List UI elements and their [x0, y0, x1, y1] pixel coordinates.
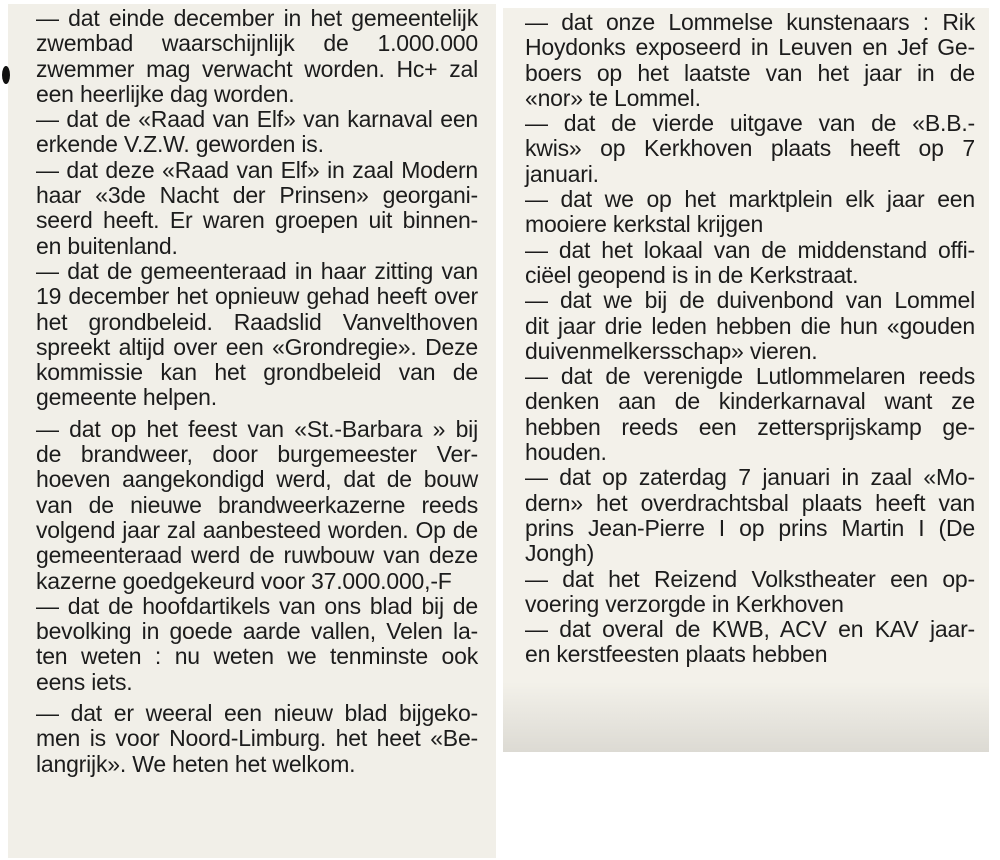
text-line: prins Jean-Pierre I op prins Martin I (De [525, 514, 975, 541]
text-line: dit jaar drie leden hebben die hun «gouden [525, 312, 975, 339]
text-line: boers op het laatste van het jaar in de [525, 59, 975, 86]
text-line: de brandweer, door burgemeester Ver- [36, 441, 478, 468]
text-line: — dat de «Raad van Elf» van karnaval een [36, 106, 478, 133]
paragraph [525, 238, 975, 289]
text-line: zwembad waarschijnlijk de 1.000.000 [36, 30, 478, 57]
paragraph [525, 10, 975, 111]
text-line: volgend jaar zal aanbesteed worden. Op de [36, 516, 478, 543]
text-line: — dat de vierde uitgave van de «B.B.- [525, 110, 975, 137]
paragraph [36, 701, 478, 777]
text-line: van de nieuwe brandweerkazerne reeds [36, 491, 478, 518]
paragraph [525, 567, 975, 618]
paragraph [36, 158, 478, 259]
text-line: — dat het lokaal van de middenstand offi- [525, 236, 975, 263]
text-line: — dat we op het marktplein elk jaar een [525, 186, 975, 213]
paragraph [36, 107, 478, 158]
text-line: kazerne goedgekeurd voor 37.000.000,-F [36, 567, 452, 594]
text-line: — dat onze Lommelse kunstenaars : Rik [525, 9, 975, 35]
text-line: — dat er weeral een nieuw blad bijgeko- [36, 700, 478, 727]
text-line: — dat de verenigde Lutlommelaren reeds [525, 363, 975, 390]
paragraph [36, 594, 478, 695]
text-line: Jongh) [525, 540, 595, 567]
paragraph [525, 465, 975, 566]
paragraph [36, 417, 478, 594]
text-line: erkende V.Z.W. geworden is. [36, 131, 324, 158]
text-line: langrijk». We heten het welkom. [36, 750, 356, 777]
text-line: — dat we bij de duivenbond van Lommel [525, 287, 975, 314]
text-line: ciëel geopend is in de Kerkstraat. [525, 261, 859, 288]
text-line: — dat de gemeenteraad in haar zitting van [36, 257, 478, 284]
text-line: bevolking in goede aarde vallen, Velen la- [36, 618, 478, 645]
text-line: — dat het Reizend Volkstheater een op- [525, 565, 975, 592]
text-line: houden. [525, 439, 607, 466]
text-line: gemeente helpen. [36, 384, 217, 411]
paragraph [525, 288, 975, 364]
paragraph [525, 364, 975, 465]
text-line: spreekt altijd over een «Grondregie». Deze [36, 333, 478, 360]
paragraph [36, 259, 478, 411]
text-line: — dat deze «Raad van Elf» in zaal Modern [36, 156, 478, 183]
text-line: zwemmer mag verwacht worden. Hc+ zal [36, 55, 478, 82]
text-line: hebben reeds een zettersprijskamp ge- [525, 413, 975, 440]
text-line: en buitenland. [36, 232, 178, 259]
newspaper-clipping-left [8, 4, 496, 858]
text-line: denken aan de kinderkarnaval want ze [525, 388, 975, 415]
text-line: het grondbeleid. Raadslid Vanvelthoven [36, 308, 478, 335]
text-line: — dat op het feest van «St.-Barbara » bij [36, 415, 478, 442]
text-line: kommissie kan het grondbeleid van de [36, 359, 478, 386]
text-line: mooiere kerkstal krijgen [525, 211, 764, 238]
text-line: januari. [525, 160, 599, 187]
paragraph [36, 6, 478, 107]
text-line: — dat de hoofdartikels van ons blad bij de [36, 592, 478, 619]
text-line: — dat op zaterdag 7 januari in zaal «Mo- [525, 464, 975, 491]
text-line: een heerlijke dag worden. [36, 80, 295, 107]
text-line: en kerstfeesten plaats hebben [525, 641, 828, 668]
paragraph [525, 187, 975, 238]
text-line: men is voor Noord-Limburg. het heet «Be- [36, 725, 478, 752]
newspaper-clipping-right [503, 8, 989, 752]
text-line: haar «3de Nacht der Prinsen» georgani- [36, 182, 478, 209]
text-line: 19 december het opnieuw gehad heeft over [36, 283, 478, 310]
text-line: duivenmelkersschap» vieren. [525, 337, 818, 364]
text-line: eens iets. [36, 668, 133, 695]
text-line: kwis» op Kerkhoven plaats heeft op 7 [525, 135, 975, 162]
paragraph [525, 111, 975, 187]
text-line: hoeven aangekondigd werd, dat de bouw [36, 466, 478, 493]
text-line: «nor» te Lommel. [525, 84, 701, 111]
text-line: — dat overal de KWB, ACV en KAV jaar- [525, 616, 975, 643]
text-line: dern» het overdrachtsbal plaats heeft van [525, 489, 975, 516]
text-line: gemeenteraad werd de ruwbouw van deze [36, 542, 478, 569]
text-line: ten weten : nu weten we tenminste ook [36, 643, 478, 670]
text-line: — dat einde december in het gemeentelijk [36, 5, 478, 31]
paragraph [525, 617, 975, 668]
text-line: voering verzorgde in Kerkhoven [525, 590, 844, 617]
text-line: seerd heeft. Er waren groepen uit binnen- [36, 207, 478, 234]
text-line: Hoydonks exposeerd in Leuven en Jef Ge- [525, 34, 975, 61]
